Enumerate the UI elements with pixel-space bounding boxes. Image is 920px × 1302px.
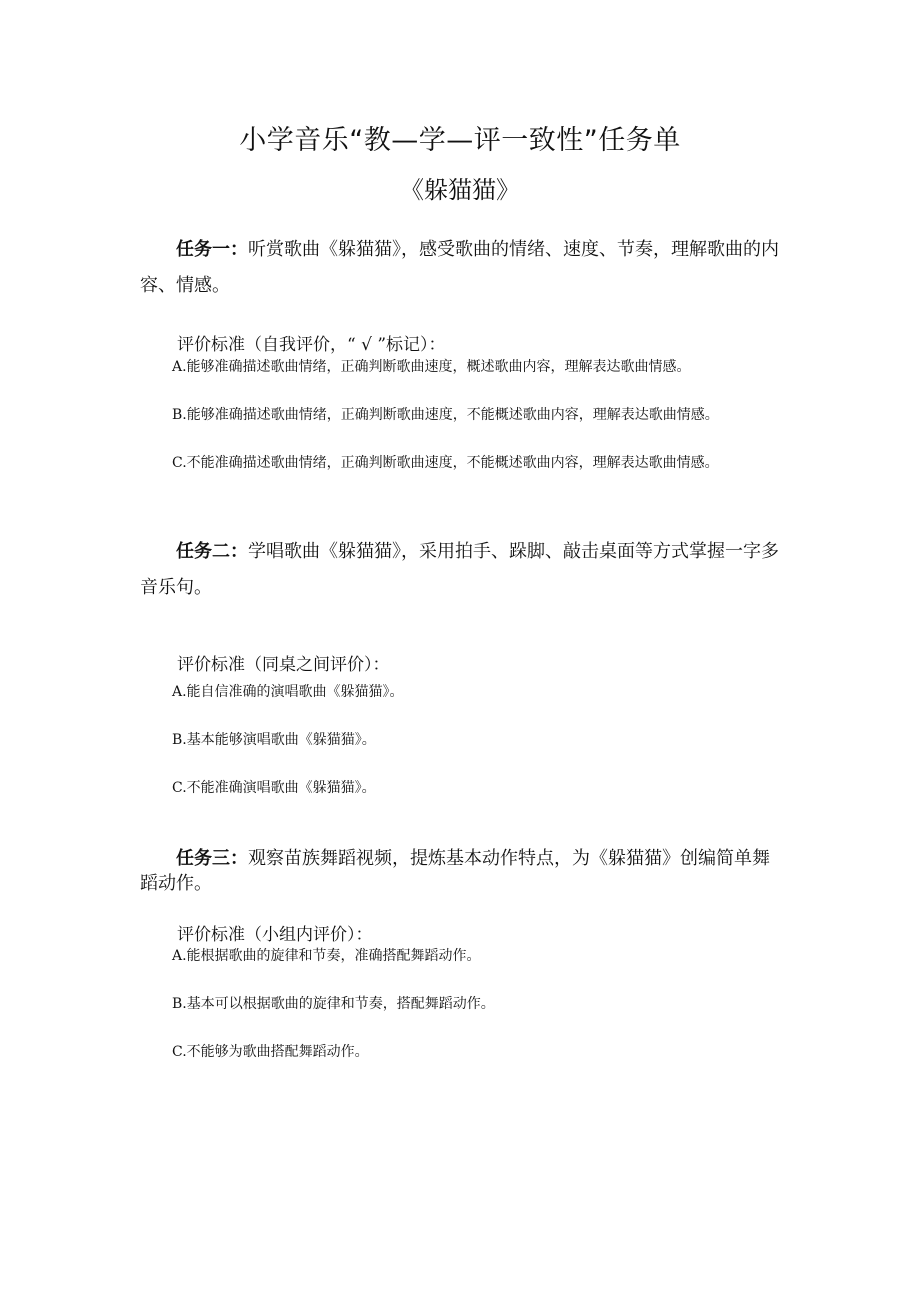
task-2-criteria-heading: 评价标准（同桌之间评价）： bbox=[177, 655, 390, 675]
page-title: 小学音乐“教—学—评一致性”任务单 bbox=[239, 125, 681, 156]
task-2-paragraph bbox=[140, 534, 780, 606]
task-1-criteria-heading: 评价标准（自我评价，“ √ ”标记）： bbox=[177, 335, 446, 355]
task-1-criterion-b: B.能够准确描述歌曲情绪，正确判断歌曲速度，不能概述歌曲内容，理解表达歌曲情感。 bbox=[172, 407, 719, 423]
task-3-criterion-b: B.基本可以根据歌曲的旋律和节奏，搭配舞蹈动作。 bbox=[172, 996, 495, 1012]
task-2-criterion-c: C.不能准确演唱歌曲《躲猫猫》。 bbox=[172, 780, 376, 796]
task-1-text: 听赏歌曲《躲猫猫》，感受歌曲的情绪、速度、节奏，理解歌曲的内容、情感。 bbox=[140, 239, 779, 296]
task-1-paragraph bbox=[140, 232, 780, 304]
task-3-label: 任务三： bbox=[176, 848, 248, 869]
task-3-paragraph bbox=[140, 846, 780, 896]
task-2-text: 学唱歌曲《躲猫猫》，采用拍手、跺脚、敲击桌面等方式掌握一字多音乐句。 bbox=[140, 541, 779, 598]
song-title: 《躲猫猫》 bbox=[400, 176, 520, 204]
task-1-criterion-a: A.能够准确描述歌曲情绪，正确判断歌曲速度，概述歌曲内容，理解表达歌曲情感。 bbox=[172, 359, 691, 375]
task-3-criteria-heading: 评价标准（小组内评价）： bbox=[177, 925, 373, 945]
task-3-criterion-c: C.不能够为歌曲搭配舞蹈动作。 bbox=[172, 1044, 369, 1060]
task-1-label: 任务一： bbox=[176, 239, 248, 260]
task-2-criterion-a: A.能自信准确的演唱歌曲《躲猫猫》。 bbox=[172, 684, 404, 700]
task-2-criterion-b: B.基本能够演唱歌曲《躲猫猫》。 bbox=[172, 732, 376, 748]
task-3-text: 观察苗族舞蹈视频，提炼基本动作特点，为《躲猫猫》创编简单舞蹈动作。 bbox=[140, 848, 770, 894]
task-2-label: 任务二： bbox=[176, 541, 248, 562]
task-3-criterion-a: A.能根据歌曲的旋律和节奏，准确搭配舞蹈动作。 bbox=[172, 948, 481, 964]
task-1-criterion-c: C.不能准确描述歌曲情绪，正确判断歌曲速度，不能概述歌曲内容，理解表达歌曲情感。 bbox=[172, 455, 719, 471]
